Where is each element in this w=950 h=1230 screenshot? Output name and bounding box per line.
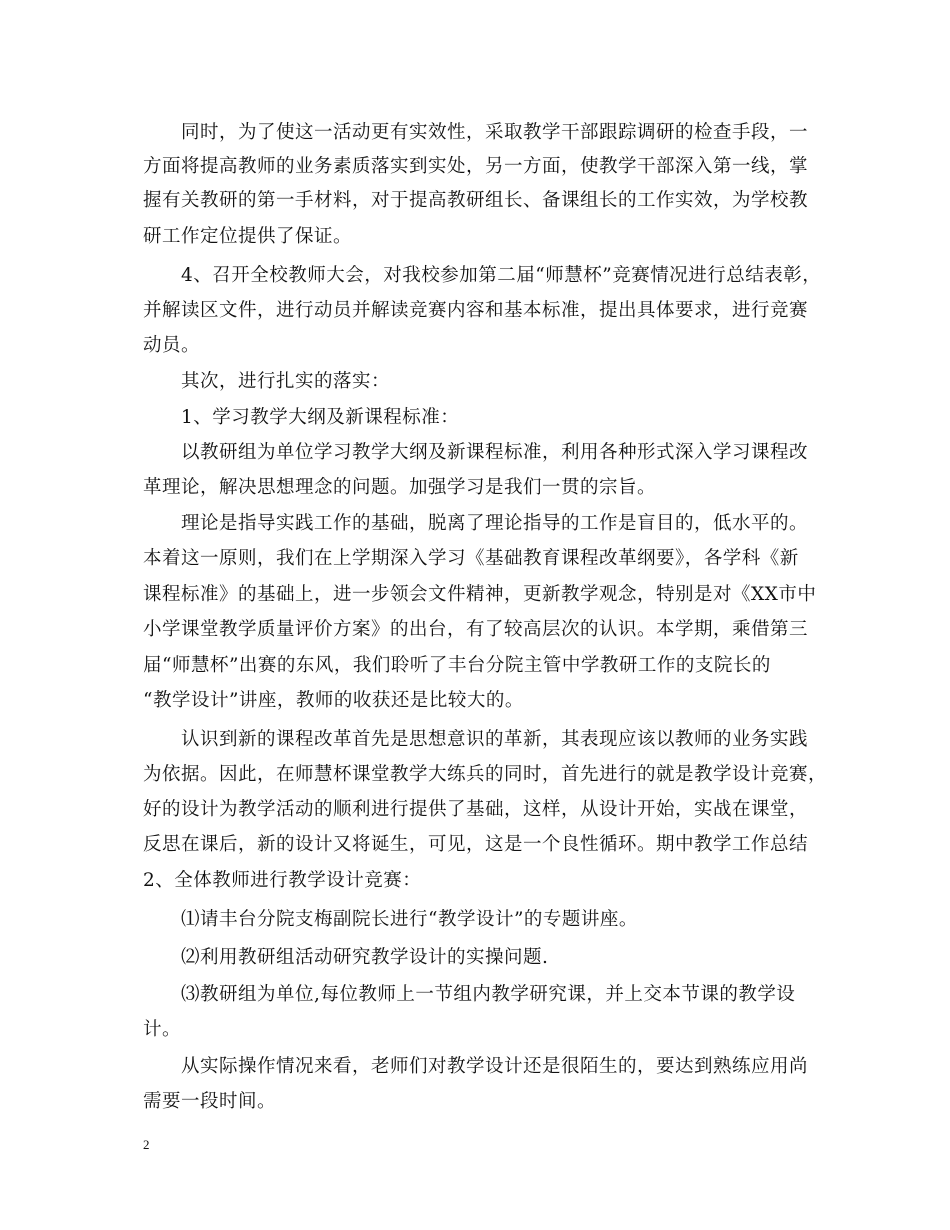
text-line: 其次，进行扎实的落实： — [143, 371, 391, 392]
text-line: 2、全体教师进行教学设计竞赛： — [143, 870, 422, 891]
text-line: 届“师慧杯”出赛的东风，我们聆听了丰台分院主管中学教研工作的支院长的 — [143, 655, 771, 676]
text-line: 同时，为了使这一活动更有实效性，采取教学干部跟踪调研的检查手段，一 — [143, 122, 809, 143]
text-line: “教学设计”讲座，教师的收获还是比较大的。 — [143, 690, 524, 711]
text-line: 研工作定位提供了保证。 — [143, 226, 353, 247]
text-line: ⑶教研组为单位,每位教师上一节组内教学研究课，并上交本节课的教学设 — [143, 984, 796, 1005]
text-line: 动员。 — [143, 335, 201, 356]
text-line: ⑴请丰台分院支梅副院长进行“教学设计”的专题讲座。 — [143, 909, 638, 930]
text-line: 反思在课后，新的设计又将诞生，可见，这是一个良性循环。期中教学工作总结 — [143, 834, 809, 855]
text-line: 握有关教研的第一手材料，对于提高教研组长、备课组长的工作实效，为学校教 — [143, 190, 809, 211]
text-line: ⑵利用教研组活动研究教学设计的实操问题. — [143, 947, 549, 968]
page-number: 2 — [143, 1137, 150, 1152]
text-line: 计。 — [143, 1019, 182, 1040]
text-line: 为依据。因此，在师慧杯课堂教学大练兵的同时，首先进行的就是教学设计竞赛， — [143, 764, 828, 785]
text-line: 本着这一原则，我们在上学期深入学习《基础教育课程改革纲要》，各学科《新 — [143, 548, 799, 569]
text-line: 认识到新的课程改革首先是思想意识的革新，其表现应该以教师的业务实践 — [143, 729, 809, 750]
text-line: 以教研组为单位学习教学大纲及新课程标准，利用各种形式深入学习课程改 — [143, 442, 809, 463]
text-line: 理论是指导实践工作的基础，脱离了理论指导的工作是盲目的，低水平的。 — [143, 513, 809, 534]
text-line: 4、召开全校教师大会，对我校参加第二届“师慧杯”竞赛情况进行总结表彰， — [143, 265, 822, 286]
text-line: 课程标准》的基础上，进一步领会文件精神，更新教学观念，特别是对《XX市中 — [143, 584, 817, 605]
text-line: 从实际操作情况来看，老师们对教学设计还是很陌生的，要达到熟练应用尚 — [143, 1056, 809, 1077]
text-line: 需要一段时间。 — [143, 1091, 277, 1112]
text-line: 方面将提高教师的业务素质落实到实处，另一方面，使教学干部深入第一线，掌 — [143, 156, 809, 177]
text-line: 1、学习教学大纲及新课程标准： — [143, 407, 460, 428]
text-line: 小学课堂教学质量评价方案》的出台，有了较高层次的认识。本学期，乘借第三 — [143, 619, 809, 640]
text-line: 并解读区文件，进行动员并解读竞赛内容和基本标准，提出具体要求，进行竞赛 — [143, 300, 809, 321]
text-line: 好的设计为教学活动的顺利进行提供了基础，这样，从设计开始，实战在课堂， — [143, 799, 809, 820]
text-line: 革理论，解决思想理念的问题。加强学习是我们一贯的宗旨。 — [143, 477, 657, 498]
